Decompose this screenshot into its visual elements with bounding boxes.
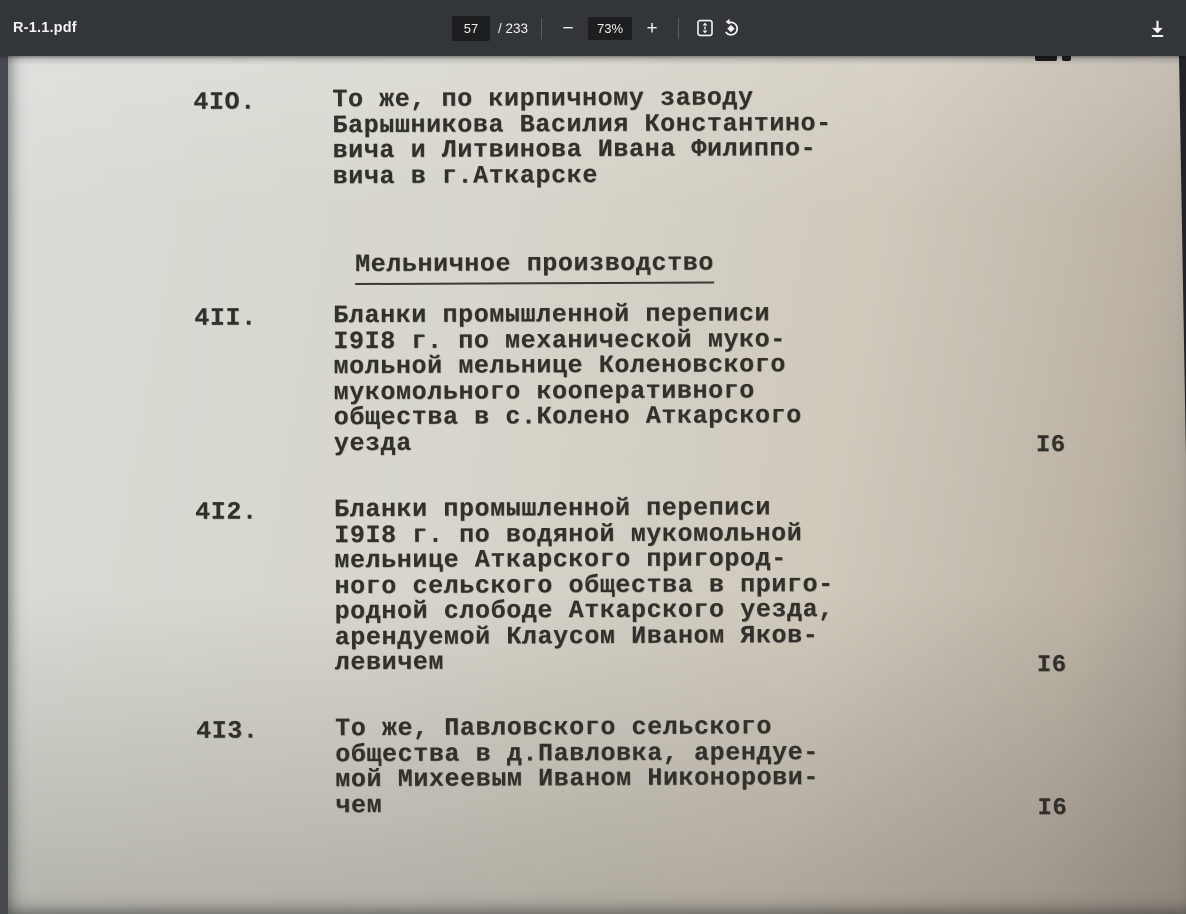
entry-text-410: То же, по кирпичному заводу Барышникова Василия Константино- вича и Литвинова Ивана Филиппо- вича в г.Аткарске bbox=[332, 83, 832, 191]
zoom-in-button[interactable]: + bbox=[639, 13, 665, 43]
download-button[interactable] bbox=[1143, 13, 1171, 43]
document-viewport[interactable] bbox=[0, 56, 1186, 914]
entry-text-412: Бланки промышленной переписи I9I8 г. по водяной мукомольной мельнице Аткарского пригород- ного сельского общества в приго- родной слободе Аткарского уезда, арендуемой Клаусом Иваном Яков- левичем bbox=[334, 493, 834, 678]
entry-number-412: 4I2. bbox=[195, 497, 258, 527]
toolbar-controls bbox=[452, 0, 744, 56]
fit-to-page-icon bbox=[695, 18, 715, 38]
entry-number-411: 4II. bbox=[194, 303, 257, 333]
entry-text-411: Бланки промышленной переписи I9I8 г. по механической муко- мольной мельнице Коленовского мукомольного кооперативного общества в с.Колено Аткарского уезда bbox=[333, 299, 802, 458]
rotate-counterclockwise-icon bbox=[721, 18, 741, 38]
fit-to-page-button[interactable] bbox=[692, 13, 718, 43]
document-title: R-1.1.pdf bbox=[13, 20, 77, 36]
scanned-page bbox=[8, 56, 1186, 914]
zoom-out-button[interactable]: − bbox=[555, 13, 581, 43]
toolbar-divider bbox=[678, 18, 679, 39]
typewritten-content bbox=[8, 56, 1186, 914]
download-icon bbox=[1147, 18, 1168, 39]
page-count-label: / 233 bbox=[498, 20, 529, 36]
sheet-count-411: I6 bbox=[1035, 431, 1066, 460]
toolbar-divider bbox=[541, 18, 542, 39]
pdf-toolbar bbox=[0, 0, 1186, 56]
entry-number-413: 4I3. bbox=[196, 716, 259, 746]
section-heading: Мельничное производство bbox=[355, 248, 714, 285]
zoom-level[interactable]: 73% bbox=[588, 17, 632, 40]
sheet-count-412: I6 bbox=[1036, 651, 1067, 680]
sheet-count-413: I6 bbox=[1037, 794, 1068, 823]
rotate-button[interactable] bbox=[718, 13, 744, 43]
page-number-input[interactable] bbox=[452, 16, 490, 41]
entry-text-413: То же, Павловского сельского общества в д.Павловка, арендуе- мой Михеевым Иваном Никонорови- чем bbox=[334, 712, 820, 820]
entry-number-410: 4IO. bbox=[193, 87, 256, 117]
